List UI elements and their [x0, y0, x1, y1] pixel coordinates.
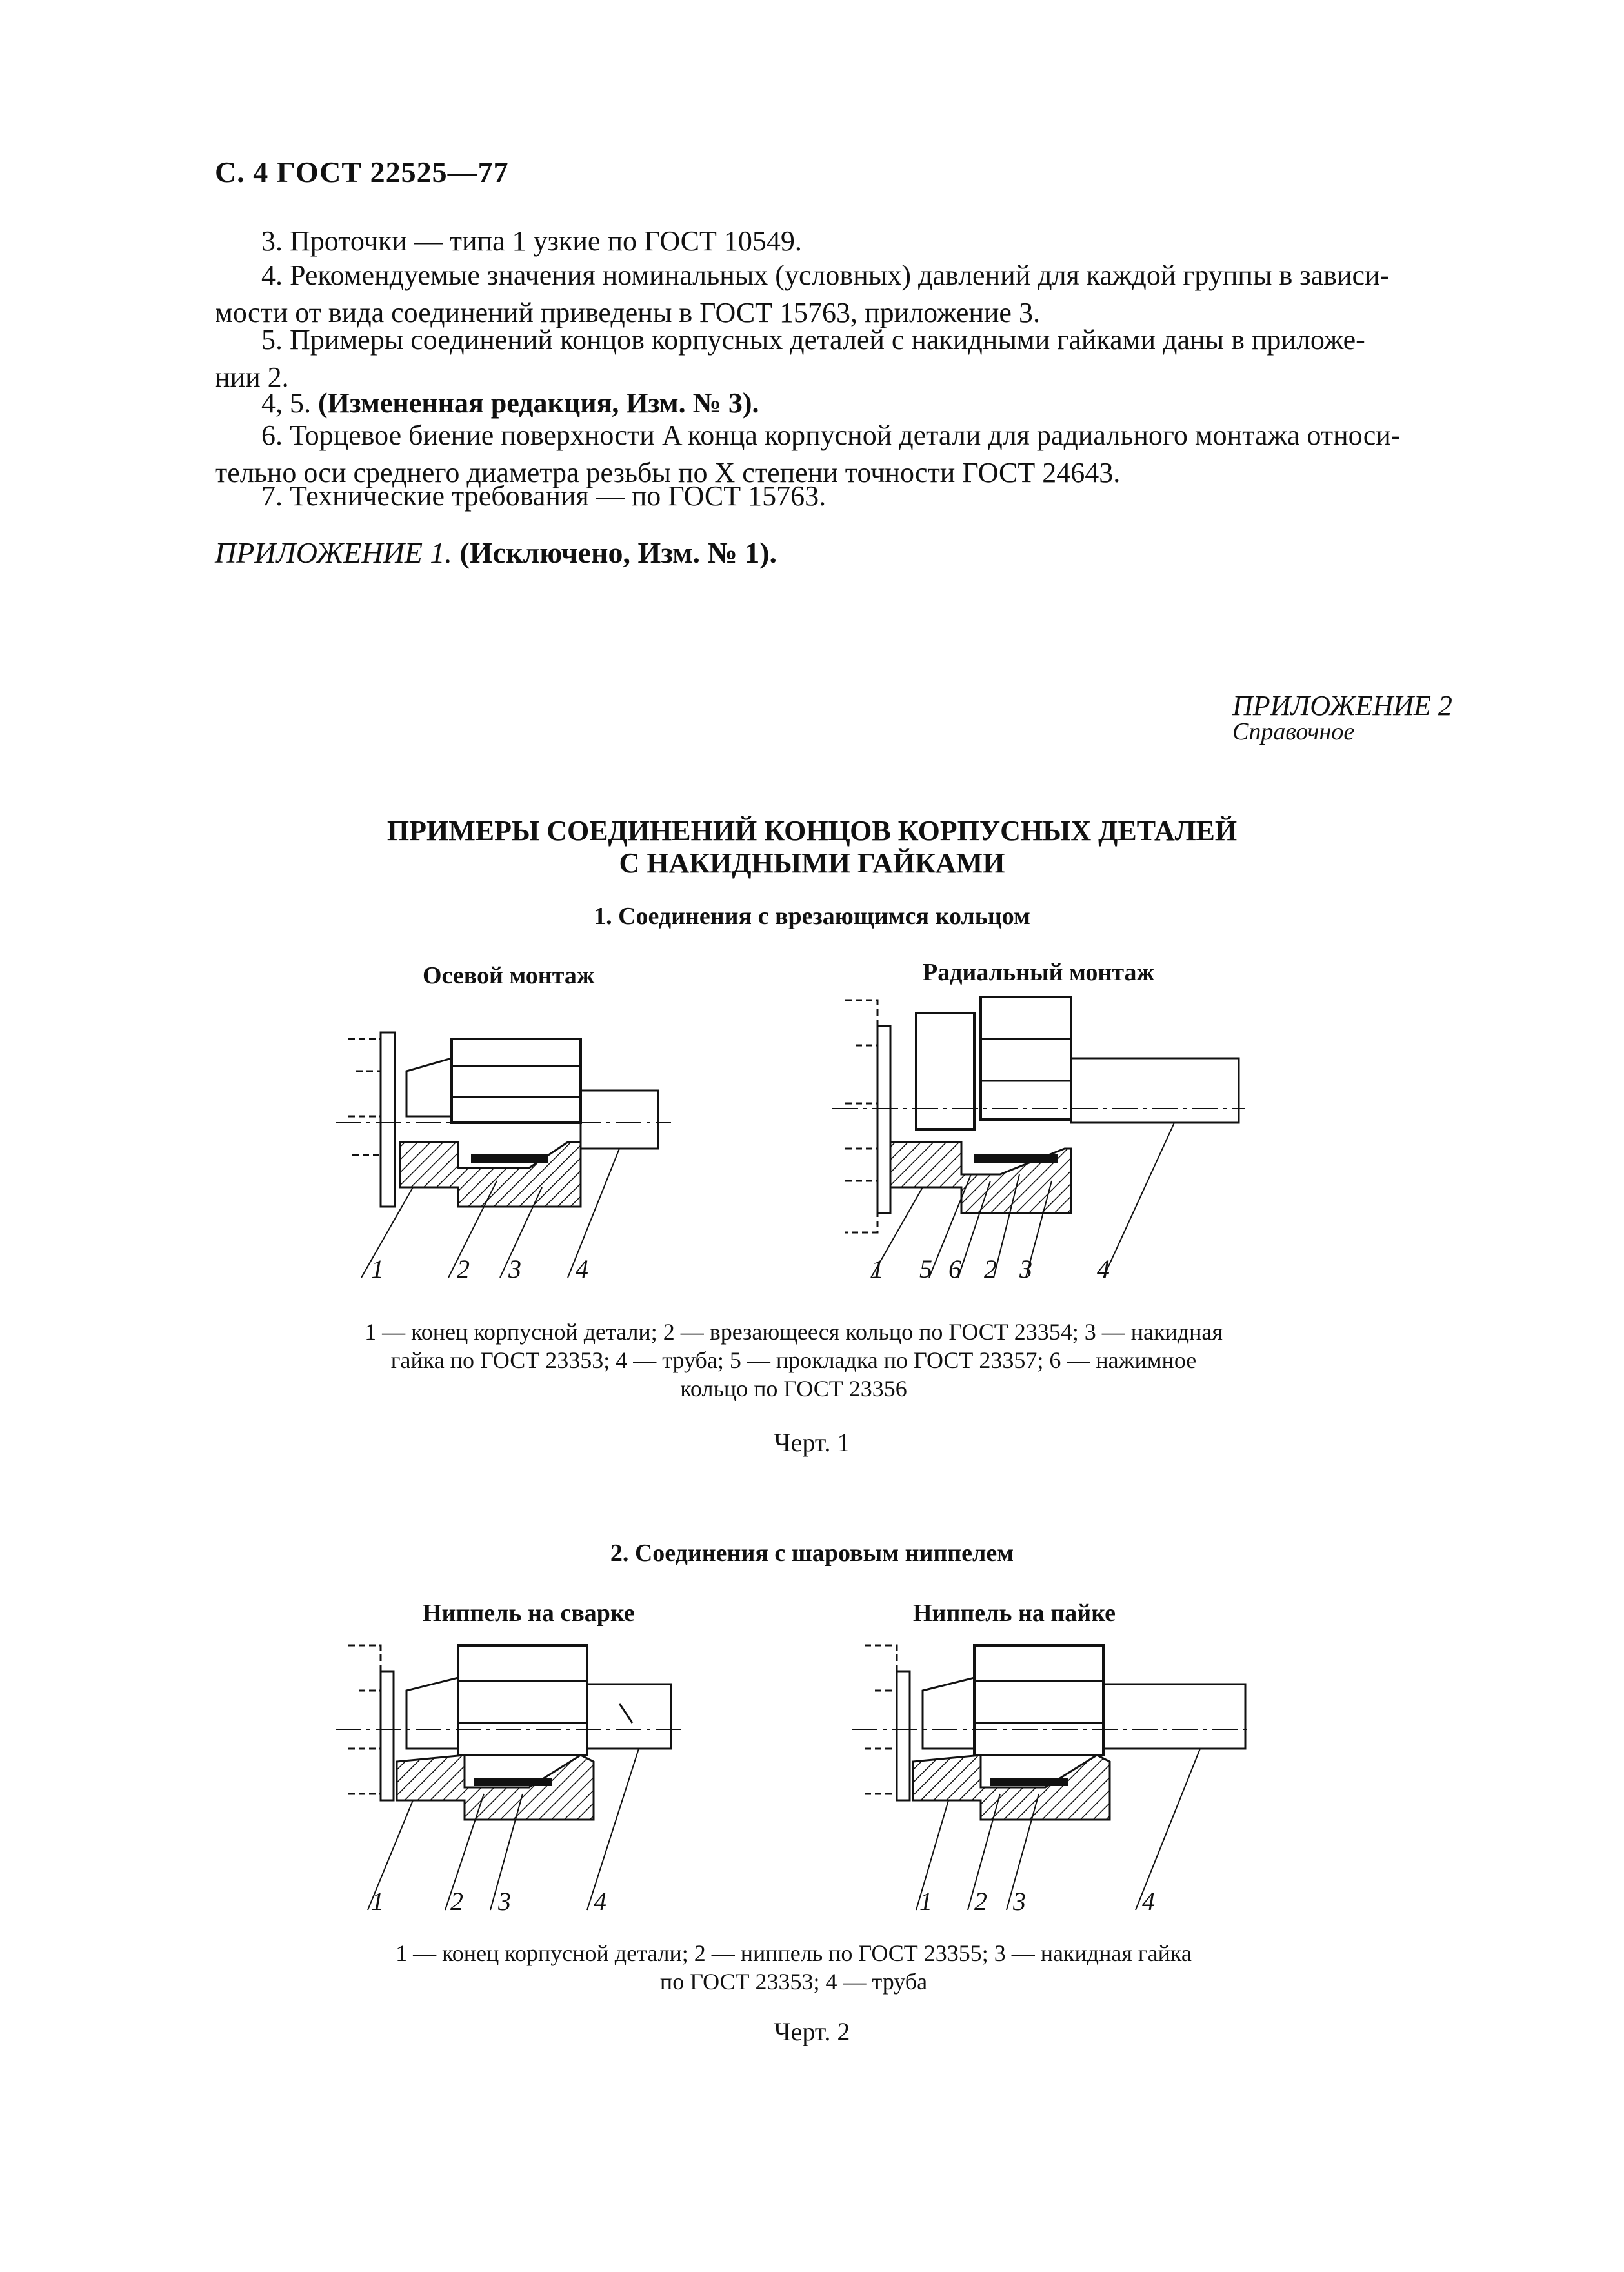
item-4-5-note: 4, 5. (Измененная редакция, Изм. № 3). — [261, 387, 759, 419]
callout-1: 1 — [871, 1254, 884, 1283]
appendix-title-line1: ПРИМЕРЫ СОЕДИНЕНИЙ КОНЦОВ КОРПУСНЫХ ДЕТАЛЕЙ — [386, 815, 1238, 847]
figure-1-radial-drawing — [832, 987, 1245, 1297]
callout-1: 1 — [919, 1887, 932, 1916]
callout-3: 3 — [1019, 1254, 1032, 1283]
callout-6: 6 — [948, 1254, 961, 1283]
section-1-left-label: Осевой монтаж — [423, 962, 595, 989]
callout-4: 4 — [1097, 1254, 1110, 1283]
item-7: 7. Технические требования — по ГОСТ 15763. — [261, 480, 827, 512]
page-header: С. 4 ГОСТ 22525—77 — [215, 156, 509, 188]
section-2-left-label: Ниппель на сварке — [423, 1600, 635, 1627]
callout-4: 4 — [576, 1254, 588, 1283]
figure-2-brazed-drawing — [852, 1626, 1252, 1929]
figure-2-caption: 1 — конец корпусной детали; 2 — ниппель по ГОСТ 23355; 3 — накидная гайка по ГОСТ 23353; 4 — труба — [396, 1940, 1192, 1995]
callout-2: 2 — [984, 1254, 997, 1283]
item-4: 4. Рекомендуемые значения номинальных (условных) давлений для каждой группы в зависи- мости от вида соединений приведены в ГОСТ 15763, приложение 3. — [215, 259, 1390, 328]
figure-2-label: Черт. 2 — [774, 2017, 850, 2046]
callout-4: 4 — [1142, 1887, 1155, 1916]
callout-1: 1 — [371, 1254, 384, 1283]
callout-3: 3 — [498, 1887, 511, 1916]
appendix-1-note: ПРИЛОЖЕНИЕ 1. (Исключено, Изм. № 1). — [215, 536, 777, 569]
section-2-heading: 2. Соединения с шаровым ниппелем — [610, 1540, 1014, 1567]
callout-3: 3 — [508, 1254, 521, 1283]
figure-1-caption: 1 — конец корпусной детали; 2 — врезающееся кольцо по ГОСТ 23354; 3 — накидная гайка по ГОСТ 23353; 4 — труба; 5 — прокладка по ГОСТ 23357; 6 — нажимное кольцо по ГОСТ 23356 — [365, 1319, 1223, 1402]
callout-2: 2 — [974, 1887, 987, 1916]
appendix-title-line2: С НАКИДНЫМИ ГАЙКАМИ — [619, 847, 1005, 879]
callout-1: 1 — [371, 1887, 384, 1916]
item-5: 5. Примеры соединений концов корпусных деталей с накидными гайками даны в приложе- нии 2. — [215, 324, 1365, 393]
figure-2-welded-drawing — [336, 1626, 684, 1929]
item-3: 3. Проточки — типа 1 узкие по ГОСТ 10549. — [261, 225, 802, 257]
appendix-2-sub: Справочное — [1232, 718, 1355, 745]
item-6: 6. Торцевое биение поверхности A конца корпусной детали для радиального монтажа относи- тельно оси среднего диаметра резьбы по X степени точности ГОСТ 24643. — [215, 419, 1401, 488]
section-1-right-label: Радиальный монтаж — [923, 959, 1154, 986]
callout-2: 2 — [450, 1887, 463, 1916]
callout-2: 2 — [457, 1254, 470, 1283]
section-1-heading: 1. Соединения с врезающимся кольцом — [594, 903, 1030, 930]
callout-3: 3 — [1013, 1887, 1026, 1916]
section-2-right-label: Ниппель на пайке — [913, 1600, 1116, 1627]
callout-5: 5 — [919, 1254, 932, 1283]
figure-1-axial-drawing — [336, 994, 671, 1297]
callout-4: 4 — [594, 1887, 606, 1916]
figure-1-label: Черт. 1 — [774, 1428, 850, 1457]
appendix-2-label: ПРИЛОЖЕНИЕ 2 — [1232, 690, 1452, 721]
